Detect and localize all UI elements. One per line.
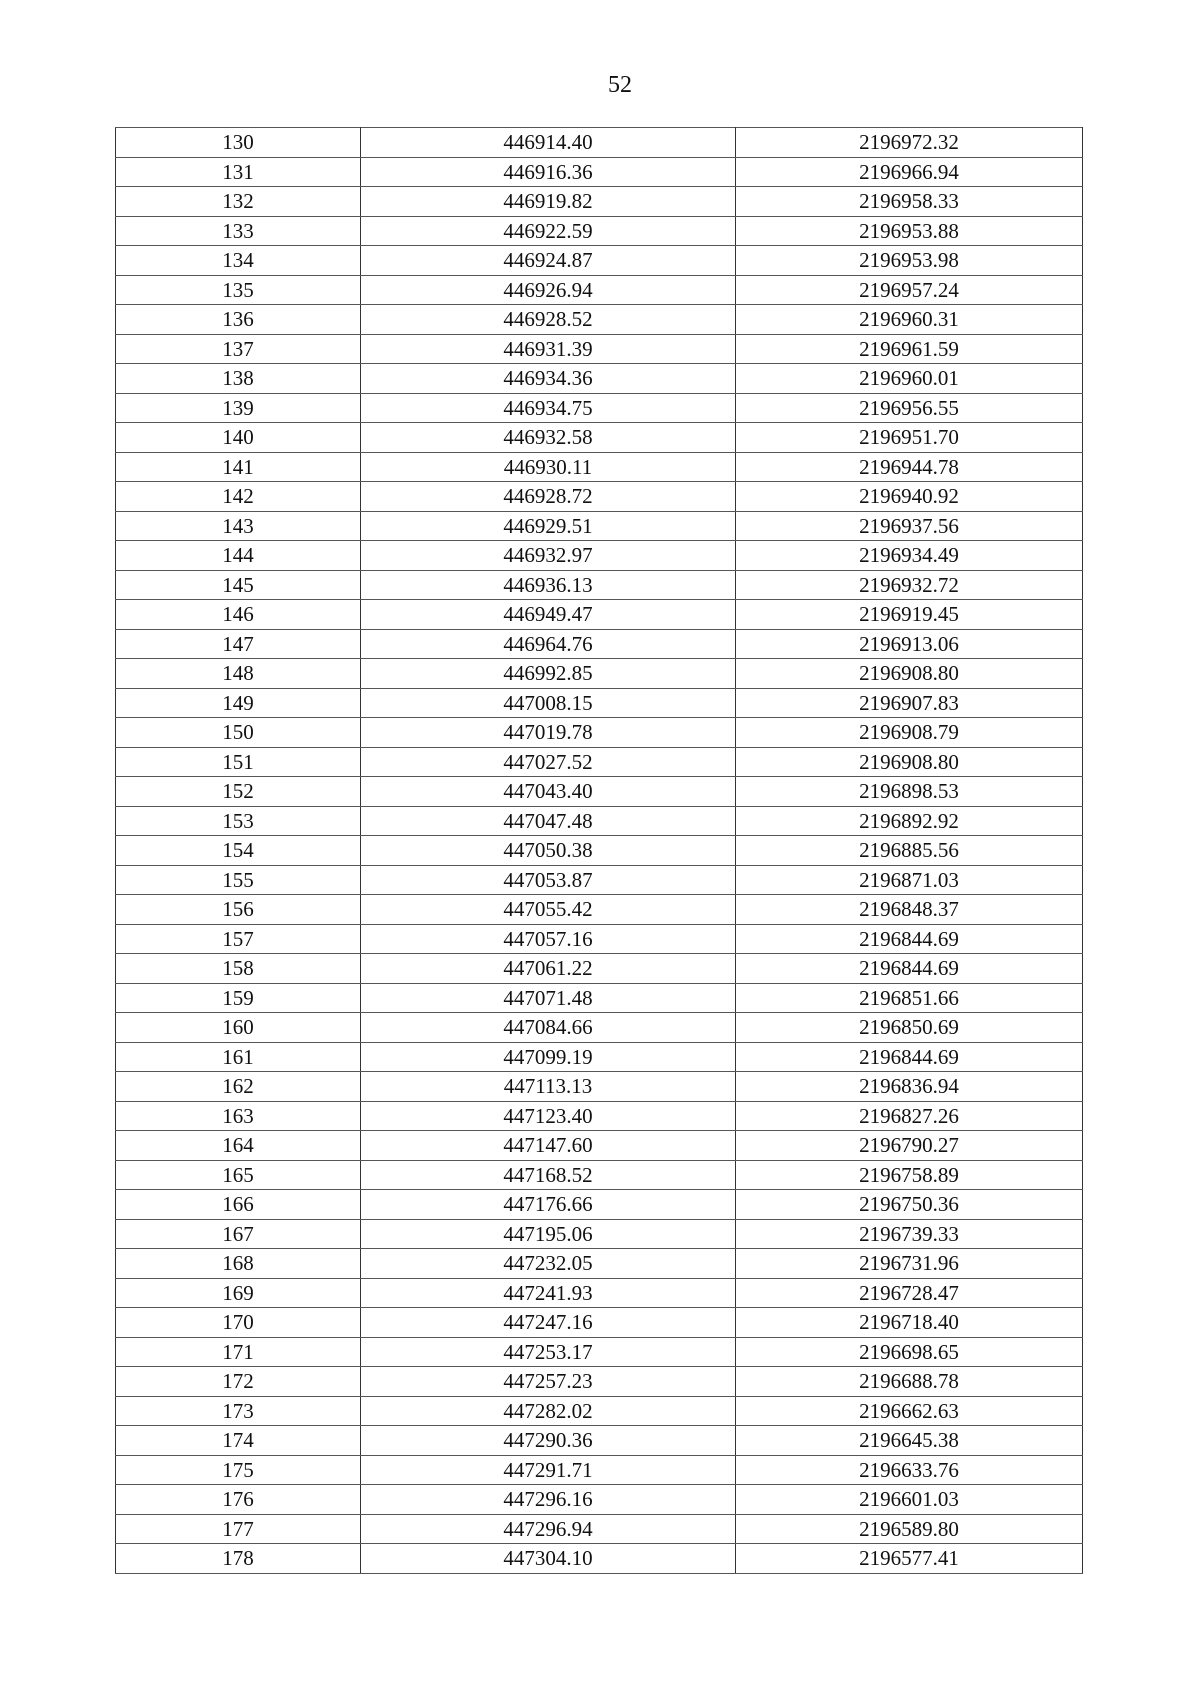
x-coordinate-cell: 447296.16 bbox=[361, 1485, 736, 1515]
y-coordinate-cell: 2196758.89 bbox=[736, 1160, 1083, 1190]
table-row bbox=[116, 747, 1083, 777]
table-row bbox=[116, 541, 1083, 571]
point-number-cell: 151 bbox=[116, 747, 361, 777]
table-row bbox=[116, 334, 1083, 364]
y-coordinate-cell: 2196913.06 bbox=[736, 629, 1083, 659]
point-number-cell: 163 bbox=[116, 1101, 361, 1131]
y-coordinate-cell: 2196633.76 bbox=[736, 1455, 1083, 1485]
x-coordinate-cell: 447057.16 bbox=[361, 924, 736, 954]
x-coordinate-cell: 447123.40 bbox=[361, 1101, 736, 1131]
y-coordinate-cell: 2196937.56 bbox=[736, 511, 1083, 541]
x-coordinate-cell: 446964.76 bbox=[361, 629, 736, 659]
x-coordinate-cell: 447008.15 bbox=[361, 688, 736, 718]
point-number-cell: 130 bbox=[116, 128, 361, 158]
point-number-cell: 173 bbox=[116, 1396, 361, 1426]
table-row bbox=[116, 1367, 1083, 1397]
y-coordinate-cell: 2196892.92 bbox=[736, 806, 1083, 836]
x-coordinate-cell: 447027.52 bbox=[361, 747, 736, 777]
x-coordinate-cell: 447055.42 bbox=[361, 895, 736, 925]
x-coordinate-cell: 447241.93 bbox=[361, 1278, 736, 1308]
point-number-cell: 174 bbox=[116, 1426, 361, 1456]
point-number-cell: 139 bbox=[116, 393, 361, 423]
table-row bbox=[116, 1514, 1083, 1544]
point-number-cell: 176 bbox=[116, 1485, 361, 1515]
x-coordinate-cell: 447290.36 bbox=[361, 1426, 736, 1456]
table-row bbox=[116, 187, 1083, 217]
point-number-cell: 175 bbox=[116, 1455, 361, 1485]
y-coordinate-cell: 2196750.36 bbox=[736, 1190, 1083, 1220]
table-row bbox=[116, 275, 1083, 305]
table-row bbox=[116, 570, 1083, 600]
y-coordinate-cell: 2196601.03 bbox=[736, 1485, 1083, 1515]
y-coordinate-cell: 2196739.33 bbox=[736, 1219, 1083, 1249]
table-row bbox=[116, 954, 1083, 984]
point-number-cell: 142 bbox=[116, 482, 361, 512]
table-body bbox=[116, 128, 1083, 1574]
table-row bbox=[116, 246, 1083, 276]
point-number-cell: 167 bbox=[116, 1219, 361, 1249]
table-row bbox=[116, 895, 1083, 925]
y-coordinate-cell: 2196844.69 bbox=[736, 924, 1083, 954]
table-row bbox=[116, 423, 1083, 453]
y-coordinate-cell: 2196718.40 bbox=[736, 1308, 1083, 1338]
y-coordinate-cell: 2196790.27 bbox=[736, 1131, 1083, 1161]
y-coordinate-cell: 2196844.69 bbox=[736, 954, 1083, 984]
x-coordinate-cell: 447043.40 bbox=[361, 777, 736, 807]
point-number-cell: 159 bbox=[116, 983, 361, 1013]
x-coordinate-cell: 446932.58 bbox=[361, 423, 736, 453]
table-row bbox=[116, 364, 1083, 394]
x-coordinate-cell: 447282.02 bbox=[361, 1396, 736, 1426]
table-row bbox=[116, 1190, 1083, 1220]
y-coordinate-cell: 2196951.70 bbox=[736, 423, 1083, 453]
x-coordinate-cell: 446926.94 bbox=[361, 275, 736, 305]
page-number: 52 bbox=[608, 72, 632, 98]
table-row bbox=[116, 1131, 1083, 1161]
point-number-cell: 134 bbox=[116, 246, 361, 276]
y-coordinate-cell: 2196908.80 bbox=[736, 659, 1083, 689]
y-coordinate-cell: 2196908.80 bbox=[736, 747, 1083, 777]
x-coordinate-cell: 447168.52 bbox=[361, 1160, 736, 1190]
y-coordinate-cell: 2196958.33 bbox=[736, 187, 1083, 217]
y-coordinate-cell: 2196848.37 bbox=[736, 895, 1083, 925]
table-row bbox=[116, 393, 1083, 423]
point-number-cell: 155 bbox=[116, 865, 361, 895]
point-number-cell: 156 bbox=[116, 895, 361, 925]
y-coordinate-cell: 2196871.03 bbox=[736, 865, 1083, 895]
x-coordinate-cell: 446932.97 bbox=[361, 541, 736, 571]
point-number-cell: 137 bbox=[116, 334, 361, 364]
y-coordinate-cell: 2196662.63 bbox=[736, 1396, 1083, 1426]
table-row bbox=[116, 305, 1083, 335]
point-number-cell: 170 bbox=[116, 1308, 361, 1338]
y-coordinate-cell: 2196960.01 bbox=[736, 364, 1083, 394]
point-number-cell: 160 bbox=[116, 1013, 361, 1043]
y-coordinate-cell: 2196577.41 bbox=[736, 1544, 1083, 1574]
table-row bbox=[116, 1013, 1083, 1043]
x-coordinate-cell: 446992.85 bbox=[361, 659, 736, 689]
x-coordinate-cell: 447147.60 bbox=[361, 1131, 736, 1161]
point-number-cell: 171 bbox=[116, 1337, 361, 1367]
y-coordinate-cell: 2196851.66 bbox=[736, 983, 1083, 1013]
y-coordinate-cell: 2196908.79 bbox=[736, 718, 1083, 748]
y-coordinate-cell: 2196944.78 bbox=[736, 452, 1083, 482]
x-coordinate-cell: 446928.52 bbox=[361, 305, 736, 335]
x-coordinate-cell: 446949.47 bbox=[361, 600, 736, 630]
y-coordinate-cell: 2196645.38 bbox=[736, 1426, 1083, 1456]
table-row bbox=[116, 1249, 1083, 1279]
x-coordinate-cell: 446931.39 bbox=[361, 334, 736, 364]
y-coordinate-cell: 2196827.26 bbox=[736, 1101, 1083, 1131]
x-coordinate-cell: 446922.59 bbox=[361, 216, 736, 246]
y-coordinate-cell: 2196932.72 bbox=[736, 570, 1083, 600]
x-coordinate-cell: 446914.40 bbox=[361, 128, 736, 158]
point-number-cell: 153 bbox=[116, 806, 361, 836]
point-number-cell: 138 bbox=[116, 364, 361, 394]
x-coordinate-cell: 447053.87 bbox=[361, 865, 736, 895]
x-coordinate-cell: 446934.36 bbox=[361, 364, 736, 394]
y-coordinate-cell: 2196885.56 bbox=[736, 836, 1083, 866]
table-row bbox=[116, 1426, 1083, 1456]
y-coordinate-cell: 2196934.49 bbox=[736, 541, 1083, 571]
x-coordinate-cell: 447296.94 bbox=[361, 1514, 736, 1544]
point-number-cell: 164 bbox=[116, 1131, 361, 1161]
x-coordinate-cell: 447232.05 bbox=[361, 1249, 736, 1279]
table-row bbox=[116, 688, 1083, 718]
table-row bbox=[116, 452, 1083, 482]
x-coordinate-cell: 446930.11 bbox=[361, 452, 736, 482]
table-row bbox=[116, 600, 1083, 630]
y-coordinate-cell: 2196966.94 bbox=[736, 157, 1083, 187]
point-number-cell: 157 bbox=[116, 924, 361, 954]
y-coordinate-cell: 2196844.69 bbox=[736, 1042, 1083, 1072]
table-row bbox=[116, 806, 1083, 836]
x-coordinate-cell: 446916.36 bbox=[361, 157, 736, 187]
x-coordinate-cell: 447061.22 bbox=[361, 954, 736, 984]
point-number-cell: 152 bbox=[116, 777, 361, 807]
table-row bbox=[116, 1042, 1083, 1072]
table-row bbox=[116, 1337, 1083, 1367]
point-number-cell: 178 bbox=[116, 1544, 361, 1574]
y-coordinate-cell: 2196731.96 bbox=[736, 1249, 1083, 1279]
x-coordinate-cell: 447176.66 bbox=[361, 1190, 736, 1220]
table-row bbox=[116, 157, 1083, 187]
y-coordinate-cell: 2196957.24 bbox=[736, 275, 1083, 305]
x-coordinate-cell: 447071.48 bbox=[361, 983, 736, 1013]
coordinates-table bbox=[115, 127, 1083, 1574]
point-number-cell: 154 bbox=[116, 836, 361, 866]
table-row bbox=[116, 128, 1083, 158]
point-number-cell: 165 bbox=[116, 1160, 361, 1190]
x-coordinate-cell: 446928.72 bbox=[361, 482, 736, 512]
x-coordinate-cell: 447019.78 bbox=[361, 718, 736, 748]
table-row bbox=[116, 777, 1083, 807]
x-coordinate-cell: 446936.13 bbox=[361, 570, 736, 600]
x-coordinate-cell: 447084.66 bbox=[361, 1013, 736, 1043]
y-coordinate-cell: 2196698.65 bbox=[736, 1337, 1083, 1367]
x-coordinate-cell: 447253.17 bbox=[361, 1337, 736, 1367]
table-row bbox=[116, 659, 1083, 689]
x-coordinate-cell: 446924.87 bbox=[361, 246, 736, 276]
table-row bbox=[116, 983, 1083, 1013]
point-number-cell: 168 bbox=[116, 1249, 361, 1279]
point-number-cell: 144 bbox=[116, 541, 361, 571]
y-coordinate-cell: 2196850.69 bbox=[736, 1013, 1083, 1043]
point-number-cell: 149 bbox=[116, 688, 361, 718]
table-row bbox=[116, 718, 1083, 748]
table-row bbox=[116, 836, 1083, 866]
table-row bbox=[116, 216, 1083, 246]
table-row bbox=[116, 1396, 1083, 1426]
table-row bbox=[116, 1455, 1083, 1485]
point-number-cell: 133 bbox=[116, 216, 361, 246]
y-coordinate-cell: 2196953.88 bbox=[736, 216, 1083, 246]
table-row bbox=[116, 1160, 1083, 1190]
point-number-cell: 158 bbox=[116, 954, 361, 984]
x-coordinate-cell: 446919.82 bbox=[361, 187, 736, 217]
x-coordinate-cell: 447195.06 bbox=[361, 1219, 736, 1249]
y-coordinate-cell: 2196589.80 bbox=[736, 1514, 1083, 1544]
table-row bbox=[116, 1278, 1083, 1308]
table-row bbox=[116, 1072, 1083, 1102]
point-number-cell: 148 bbox=[116, 659, 361, 689]
point-number-cell: 143 bbox=[116, 511, 361, 541]
x-coordinate-cell: 447291.71 bbox=[361, 1455, 736, 1485]
y-coordinate-cell: 2196688.78 bbox=[736, 1367, 1083, 1397]
point-number-cell: 169 bbox=[116, 1278, 361, 1308]
x-coordinate-cell: 447257.23 bbox=[361, 1367, 736, 1397]
point-number-cell: 177 bbox=[116, 1514, 361, 1544]
point-number-cell: 136 bbox=[116, 305, 361, 335]
y-coordinate-cell: 2196960.31 bbox=[736, 305, 1083, 335]
x-coordinate-cell: 447047.48 bbox=[361, 806, 736, 836]
x-coordinate-cell: 447113.13 bbox=[361, 1072, 736, 1102]
x-coordinate-cell: 447304.10 bbox=[361, 1544, 736, 1574]
point-number-cell: 162 bbox=[116, 1072, 361, 1102]
y-coordinate-cell: 2196953.98 bbox=[736, 246, 1083, 276]
x-coordinate-cell: 447247.16 bbox=[361, 1308, 736, 1338]
y-coordinate-cell: 2196728.47 bbox=[736, 1278, 1083, 1308]
point-number-cell: 145 bbox=[116, 570, 361, 600]
y-coordinate-cell: 2196956.55 bbox=[736, 393, 1083, 423]
y-coordinate-cell: 2196898.53 bbox=[736, 777, 1083, 807]
y-coordinate-cell: 2196961.59 bbox=[736, 334, 1083, 364]
point-number-cell: 132 bbox=[116, 187, 361, 217]
y-coordinate-cell: 2196919.45 bbox=[736, 600, 1083, 630]
point-number-cell: 150 bbox=[116, 718, 361, 748]
table-row bbox=[116, 1308, 1083, 1338]
table-row bbox=[116, 511, 1083, 541]
point-number-cell: 172 bbox=[116, 1367, 361, 1397]
table-row bbox=[116, 629, 1083, 659]
table-row bbox=[116, 865, 1083, 895]
point-number-cell: 146 bbox=[116, 600, 361, 630]
y-coordinate-cell: 2196940.92 bbox=[736, 482, 1083, 512]
point-number-cell: 161 bbox=[116, 1042, 361, 1072]
point-number-cell: 147 bbox=[116, 629, 361, 659]
table-row bbox=[116, 482, 1083, 512]
x-coordinate-cell: 446929.51 bbox=[361, 511, 736, 541]
table-row bbox=[116, 1485, 1083, 1515]
y-coordinate-cell: 2196907.83 bbox=[736, 688, 1083, 718]
table-row bbox=[116, 1101, 1083, 1131]
x-coordinate-cell: 446934.75 bbox=[361, 393, 736, 423]
table-row bbox=[116, 1544, 1083, 1574]
point-number-cell: 141 bbox=[116, 452, 361, 482]
table-row bbox=[116, 1219, 1083, 1249]
point-number-cell: 135 bbox=[116, 275, 361, 305]
y-coordinate-cell: 2196972.32 bbox=[736, 128, 1083, 158]
table-row bbox=[116, 924, 1083, 954]
x-coordinate-cell: 447050.38 bbox=[361, 836, 736, 866]
x-coordinate-cell: 447099.19 bbox=[361, 1042, 736, 1072]
y-coordinate-cell: 2196836.94 bbox=[736, 1072, 1083, 1102]
point-number-cell: 166 bbox=[116, 1190, 361, 1220]
point-number-cell: 140 bbox=[116, 423, 361, 453]
point-number-cell: 131 bbox=[116, 157, 361, 187]
